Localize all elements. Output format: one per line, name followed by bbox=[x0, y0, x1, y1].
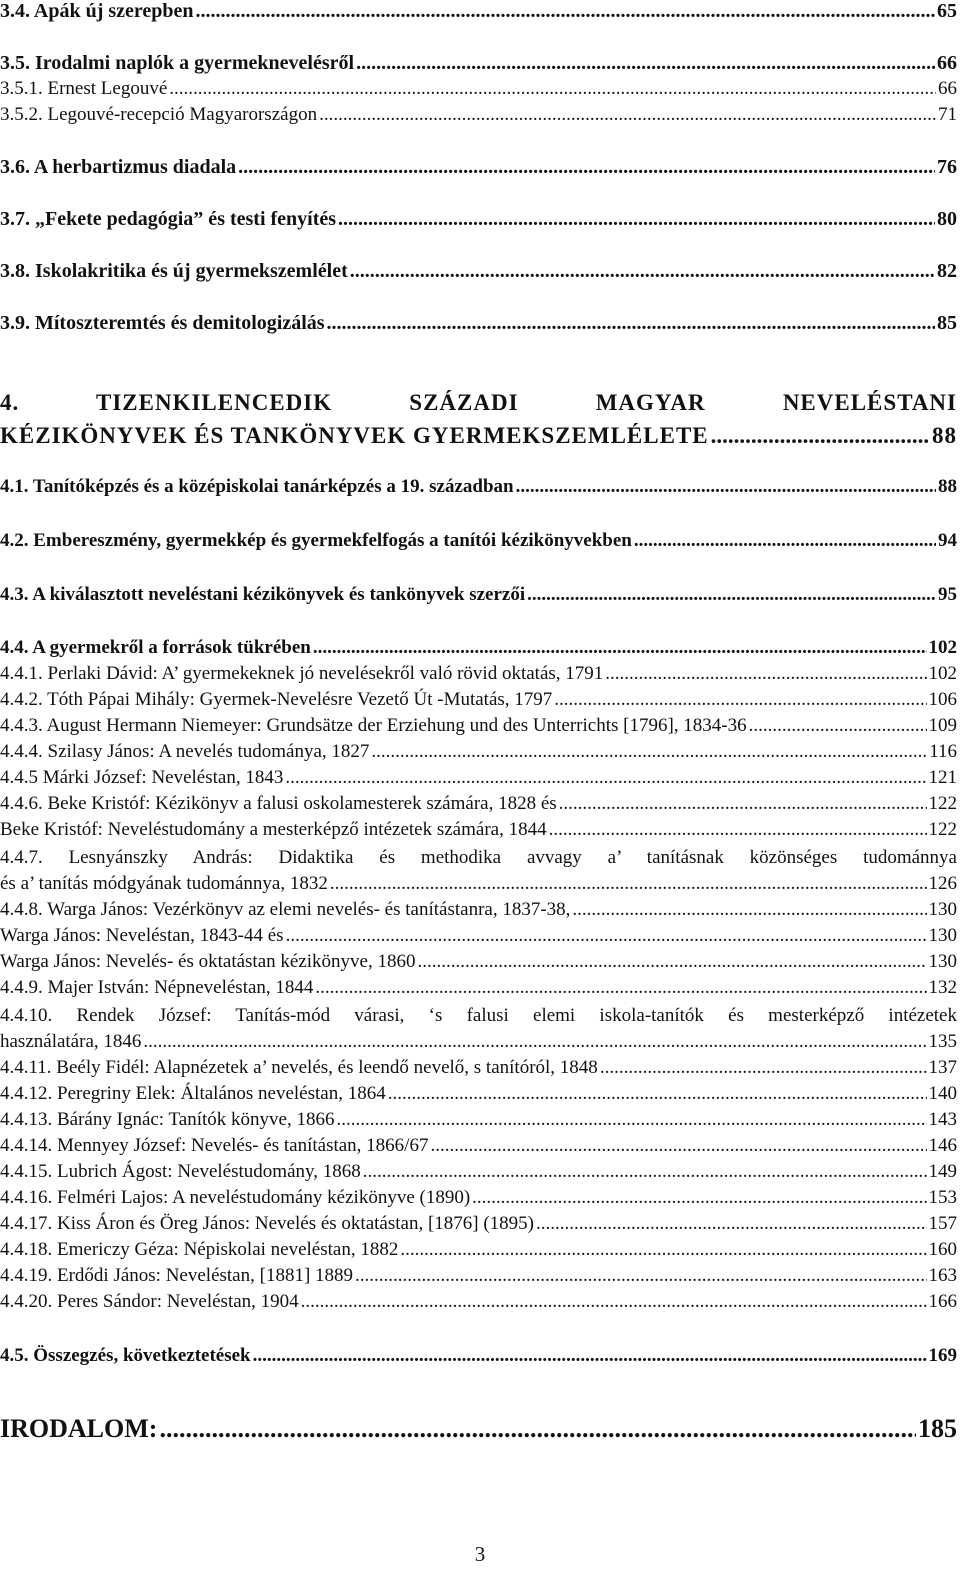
toc-entry-title-line1: 4.4.10. Rendek József: Tanítás-mód várasi, ‘s falusi elemi iskola-tanítók és mesterképző intézetek bbox=[0, 1005, 957, 1026]
toc-entry[interactable] bbox=[0, 819, 957, 841]
dot-leader bbox=[527, 584, 936, 606]
toc-entry[interactable] bbox=[0, 78, 957, 100]
toc-entry-page: 102 bbox=[928, 637, 957, 658]
toc-entry[interactable] bbox=[0, 386, 957, 452]
dot-leader bbox=[159, 1414, 916, 1444]
toc-entry-title: Beke Kristóf: Neveléstudomány a mesterképző intézetek számára, 1844 bbox=[0, 819, 547, 840]
toc-entry-title: 4.4.15. Lubrich Ágost: Neveléstudomány, 1868 bbox=[0, 1161, 361, 1182]
toc-entry-title: 4.4.16. Felméri Lajos: A neveléstudomány kézikönyve (1890) bbox=[0, 1187, 471, 1208]
toc-entry-title: 4.3. A kiválasztott neveléstani kézikönyvek és tankönyvek szerzői bbox=[0, 584, 526, 605]
toc-entry-title: 4.4.9. Majer István: Népneveléstan, 1844 bbox=[0, 977, 314, 998]
dot-leader bbox=[238, 156, 935, 179]
toc-entry-page: 116 bbox=[929, 741, 957, 762]
dot-leader bbox=[313, 637, 927, 659]
toc-entry[interactable] bbox=[0, 845, 957, 897]
dot-leader bbox=[711, 419, 930, 452]
dot-leader bbox=[336, 1109, 926, 1131]
toc-entry-title: 3.4. Apák új szerepben bbox=[0, 0, 194, 22]
toc-entry[interactable] bbox=[0, 1414, 957, 1444]
dot-leader bbox=[417, 951, 926, 973]
toc-entry-title-line1: 4.4.7. Lesnyánszky András: Didaktika és methodika avvagy a’ tanításnak közönséges tudománnya bbox=[0, 847, 957, 868]
toc-entry-page: 85 bbox=[937, 312, 957, 334]
toc-entry[interactable] bbox=[0, 925, 957, 947]
toc-entry[interactable] bbox=[0, 104, 957, 126]
toc-entry-title: 4.4.12. Peregriny Elek: Általános neveléstan, 1864 bbox=[0, 1083, 386, 1104]
toc-entry[interactable] bbox=[0, 977, 957, 999]
dot-leader bbox=[559, 793, 927, 815]
toc-entry-page: 82 bbox=[937, 260, 957, 282]
toc-entry-title: 4.4.14. Mennyey József: Nevelés- és tanítástan, 1866/67 bbox=[0, 1135, 429, 1156]
page-number: 3 bbox=[474, 1542, 486, 1566]
toc-entry[interactable] bbox=[0, 899, 957, 921]
toc-entry-page: 137 bbox=[928, 1057, 957, 1078]
toc-entry[interactable] bbox=[0, 793, 957, 815]
toc-entry-title: 4.5. Összegzés, következtetések bbox=[0, 1345, 251, 1366]
toc-entry[interactable] bbox=[0, 52, 957, 75]
toc-entry[interactable] bbox=[0, 1291, 957, 1313]
toc-entry[interactable] bbox=[0, 1239, 957, 1261]
toc-entry-title-line2: KÉZIKÖNYVEK ÉS TANKÖNYVEK GYERMEKSZEMLÉLETE bbox=[0, 423, 709, 448]
toc-entry-page: 166 bbox=[928, 1291, 957, 1312]
toc-entry-title: 3.6. A herbartizmus diadala bbox=[0, 156, 237, 178]
toc-entry-page: 65 bbox=[937, 0, 957, 22]
dot-leader bbox=[388, 1083, 927, 1105]
toc-entry[interactable] bbox=[0, 741, 957, 763]
dot-leader bbox=[430, 1135, 926, 1157]
toc-entry-title: 4.4.13. Bárány Ignác: Tanítók könyve, 1866 bbox=[0, 1109, 335, 1130]
dot-leader bbox=[605, 663, 926, 685]
toc-entry[interactable] bbox=[0, 689, 957, 711]
toc-entry-page: 160 bbox=[928, 1239, 957, 1260]
dot-leader bbox=[516, 476, 936, 498]
dot-leader bbox=[554, 689, 926, 711]
toc-entry-page: 102 bbox=[928, 663, 957, 684]
toc-entry-title: 4.4.2. Tóth Pápai Mihály: Gyermek-Nevelésre Vezető Út -Mutatás, 1797 bbox=[0, 689, 553, 710]
dot-leader bbox=[355, 1265, 926, 1287]
toc-entry-page: 153 bbox=[928, 1187, 957, 1208]
toc-entry[interactable] bbox=[0, 1057, 957, 1079]
toc-entry[interactable] bbox=[0, 1265, 957, 1287]
toc-entry-title: 3.5.1. Ernest Legouvé bbox=[0, 78, 168, 99]
toc-entry[interactable] bbox=[0, 951, 957, 973]
toc-entry-title: 4.4.19. Erdődi János: Neveléstan, [1881] 1889 bbox=[0, 1265, 354, 1286]
toc-entry-title: 3.5.2. Legouvé-recepció Magyarországon bbox=[0, 104, 318, 125]
dot-leader bbox=[143, 1029, 926, 1055]
dot-leader bbox=[285, 767, 926, 789]
dot-leader bbox=[356, 52, 935, 75]
toc-entry[interactable] bbox=[0, 715, 957, 737]
toc-entry-page: 146 bbox=[928, 1135, 957, 1156]
toc-entry[interactable] bbox=[0, 1003, 957, 1055]
toc-entry-title: 4.4.11. Beély Fidél: Alapnézetek a’ nevelés, és leendő nevelő, s tanítóról, 1848 bbox=[0, 1057, 598, 1078]
toc-entry[interactable] bbox=[0, 312, 957, 335]
toc-entry-title: 4.1. Tanítóképzés és a középiskolai tanárképzés a 19. században bbox=[0, 476, 514, 497]
dot-leader bbox=[572, 899, 926, 921]
dot-leader bbox=[327, 312, 935, 335]
toc-entry[interactable] bbox=[0, 767, 957, 789]
toc-entry-page: 66 bbox=[938, 78, 957, 99]
dot-leader bbox=[330, 871, 927, 897]
toc-entry-page: 157 bbox=[928, 1213, 957, 1234]
toc-entry[interactable] bbox=[0, 663, 957, 685]
toc-entry-title: 4.4.8. Warga János: Vezérkönyv az elemi nevelés- és tanítástanra, 1837-38, bbox=[0, 899, 571, 920]
toc-entry-page: 122 bbox=[928, 793, 957, 814]
toc-entry[interactable] bbox=[0, 208, 957, 231]
dot-leader bbox=[549, 819, 927, 841]
toc-entry-title: 4.4.1. Perlaki Dávid: A’ gyermekeknek jó nevelésekről való rövid oktatás, 1791 bbox=[0, 663, 604, 684]
dot-leader bbox=[286, 925, 927, 947]
toc-entry-page: 126 bbox=[928, 873, 957, 894]
toc-entry[interactable] bbox=[0, 1213, 957, 1235]
toc-entry[interactable] bbox=[0, 156, 957, 179]
toc-entry-page: 80 bbox=[937, 208, 957, 230]
toc-entry[interactable] bbox=[0, 1345, 957, 1367]
toc-entry-title: 4.4.4. Szilasy János: A nevelés tudománya, 1827 bbox=[0, 741, 370, 762]
toc-entry-page: 130 bbox=[928, 951, 957, 972]
toc-entry-page: 140 bbox=[928, 1083, 957, 1104]
dot-leader bbox=[350, 260, 935, 283]
toc-entry-title-line1: 4. TIZENKILENCEDIK SZÁZADI MAGYAR NEVELÉSTANI bbox=[0, 390, 957, 415]
toc-entry-title: 4.4. A gyermekről a források tükrében bbox=[0, 637, 311, 658]
toc-entry[interactable] bbox=[0, 584, 957, 606]
toc-entry-page: 71 bbox=[938, 104, 957, 125]
toc-entry[interactable] bbox=[0, 1161, 957, 1183]
toc-entry-title: 4.2. Embereszmény, gyermekkép és gyermekfelfogás a tanítói kézikönyvekben bbox=[0, 530, 632, 551]
toc-entry-page: 88 bbox=[932, 423, 957, 448]
dot-leader bbox=[363, 1161, 927, 1183]
dot-leader bbox=[749, 715, 927, 737]
toc-entry-title: Warga János: Nevelés- és oktatástan kézikönyve, 1860 bbox=[0, 951, 416, 972]
dot-leader bbox=[472, 1187, 926, 1209]
dot-leader bbox=[536, 1213, 926, 1235]
dot-leader bbox=[169, 78, 936, 100]
toc-entry[interactable] bbox=[0, 1083, 957, 1105]
toc-entry-title-line2: használatára, 1846 bbox=[0, 1031, 142, 1052]
dot-leader bbox=[371, 741, 927, 763]
toc-entry-page: 132 bbox=[928, 977, 957, 998]
dot-leader bbox=[400, 1239, 926, 1261]
toc-entry-title: IRODALOM: bbox=[0, 1414, 158, 1443]
toc-entry-title: 4.4.18. Emericzy Géza: Népiskolai neveléstan, 1882 bbox=[0, 1239, 399, 1260]
dot-leader bbox=[600, 1057, 927, 1079]
toc-entry-title-line2: és a’ tanítás módgyának tudománnya, 1832 bbox=[0, 873, 328, 894]
dot-leader bbox=[634, 530, 936, 552]
toc-entry-page: 163 bbox=[928, 1265, 957, 1286]
toc-entry[interactable] bbox=[0, 0, 957, 23]
toc-entry-page: 76 bbox=[937, 156, 957, 178]
toc-entry-page: 149 bbox=[928, 1161, 957, 1182]
toc-entry-page: 135 bbox=[928, 1031, 957, 1052]
toc-entry-page: 66 bbox=[937, 52, 957, 74]
toc-entry-page: 95 bbox=[938, 584, 957, 605]
toc-entry-title: 3.9. Mítoszteremtés és demitologizálás bbox=[0, 312, 325, 334]
toc-entry-page: 94 bbox=[938, 530, 957, 551]
dot-leader bbox=[253, 1345, 927, 1367]
toc-entry-title: 4.4.5 Márki József: Neveléstan, 1843 bbox=[0, 767, 284, 788]
toc-entry-page: 121 bbox=[928, 767, 957, 788]
toc-entry[interactable] bbox=[0, 530, 957, 552]
toc-entry[interactable] bbox=[0, 1135, 957, 1157]
toc-entry-page: 109 bbox=[928, 715, 957, 736]
toc-entry-title: 3.7. „Fekete pedagógia” és testi fenyítés bbox=[0, 208, 337, 230]
toc-entry-title: 4.4.3. August Hermann Niemeyer: Grundsätze der Erziehung und des Unterrichts [1796], 1834-36 bbox=[0, 715, 747, 736]
toc-entry-title: 3.8. Iskolakritika és új gyermekszemlélet bbox=[0, 260, 348, 282]
toc-entry[interactable] bbox=[0, 1187, 957, 1209]
toc-entry[interactable] bbox=[0, 260, 957, 283]
toc-entry-page: 130 bbox=[928, 925, 957, 946]
toc-entry-page: 143 bbox=[928, 1109, 957, 1130]
toc-entry[interactable] bbox=[0, 637, 957, 659]
toc-entry-page: 122 bbox=[928, 819, 957, 840]
toc-entry-page: 185 bbox=[918, 1414, 957, 1443]
toc-entry-page: 169 bbox=[928, 1345, 957, 1366]
toc-entry-page: 130 bbox=[928, 899, 957, 920]
toc-entry-title: 4.4.20. Peres Sándor: Neveléstan, 1904 bbox=[0, 1291, 299, 1312]
toc-entry-title: Warga János: Neveléstan, 1843-44 és bbox=[0, 925, 284, 946]
dot-leader bbox=[196, 0, 935, 23]
toc-entry-title: 4.4.17. Kiss Áron és Öreg János: Nevelés és oktatástan, [1876] (1895) bbox=[0, 1213, 535, 1234]
toc-entry-page: 88 bbox=[938, 476, 957, 497]
dot-leader bbox=[338, 208, 935, 231]
toc-entry-title: 4.4.6. Beke Kristóf: Kézikönyv a falusi oskolamesterek számára, 1828 és bbox=[0, 793, 557, 814]
toc-entry[interactable] bbox=[0, 476, 957, 498]
toc-entry-page: 106 bbox=[928, 689, 957, 710]
dot-leader bbox=[315, 977, 926, 999]
dot-leader bbox=[319, 104, 936, 126]
toc-entry[interactable] bbox=[0, 1109, 957, 1131]
toc-entry-title: 3.5. Irodalmi naplók a gyermeknevelésről bbox=[0, 52, 355, 74]
dot-leader bbox=[301, 1291, 927, 1313]
